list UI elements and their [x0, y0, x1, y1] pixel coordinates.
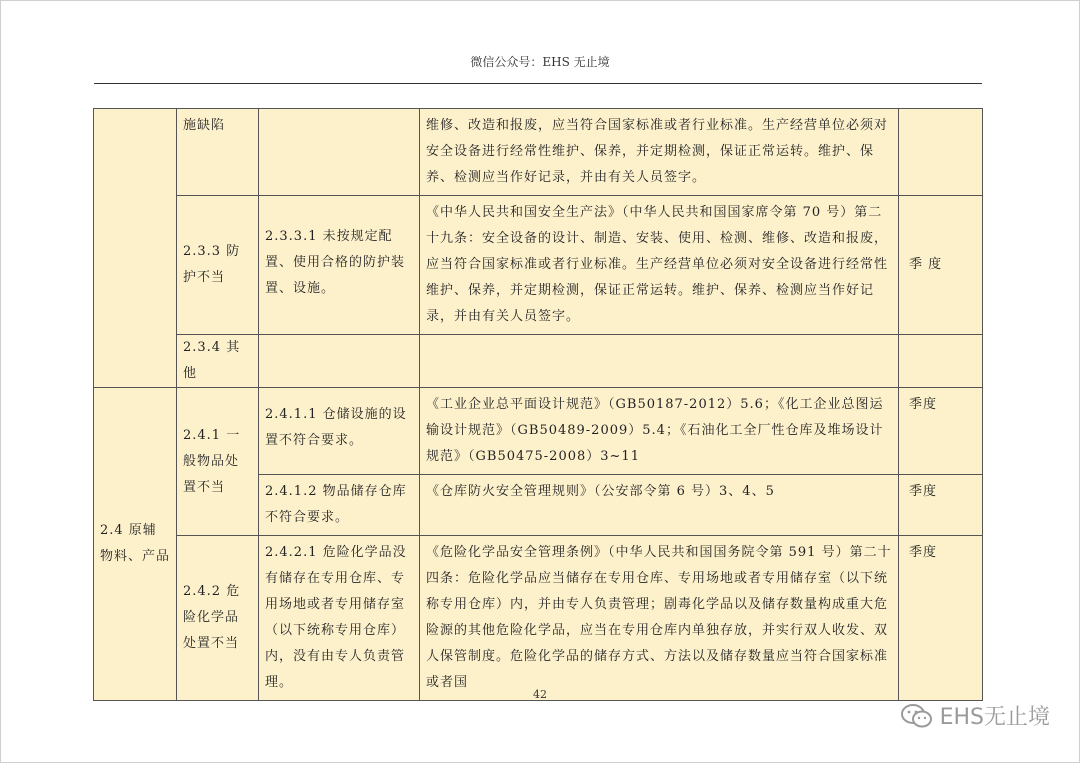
table-cell: 2.4.1.1 仓储设施的设置不符合要求。: [259, 388, 420, 475]
table-cell: 《危险化学品安全管理条例》（中华人民共和国国务院令第 591 号）第二十四条：危险化学品应当储存在专用仓库、专用场地或者专用储存室（以下统称专用仓库）内，并由专人负责管理；剧毒化学品以及储存数量构成重大危险源的其他危险化学品，应当在专用仓库内单独存放，并实行双人收发、双人保管制度。危险化学品的储存方式、方法以及储存数量应当符合国家标准或者国: [420, 536, 899, 701]
table-cell: 2.3.4 其他: [177, 335, 259, 388]
table-cell: 《中华人民共和国安全生产法》（中华人民共和国国家席令第 70 号）第二十九条：安全设备的设计、制造、安装、使用、检测、维修、改造和报废，应当符合国家标准或者行业标准。生产经营单位必须对安全设备进行经常性维护、保养，并定期检测，保证正常运转。维护、保养、检测应当作好记录，并由有关人员签字。: [420, 196, 899, 335]
table-cell: 2.4.1 一般物品处置不当: [177, 388, 259, 536]
category-cell-empty: [94, 109, 177, 388]
table-cell: 维修、改造和报废，应当符合国家标准或者行业标准。生产经营单位必须对安全设备进行经常性维护、保养，并定期检测，保证正常运转。维护、保养、检测应当作好记录，并由有关人员签字。: [420, 109, 899, 196]
table-cell: 《工业企业总平面设计规范》（GB50187-2012）5.6；《化工企业总图运输设计规范》（GB50489-2009）5.4；《石油化工全厂性仓库及堆场设计规范》（GB50475-2008）3~11: [420, 388, 899, 475]
table-cell: 2.4.2.1 危险化学品没有储存在专用仓库、专用场地或者专用储存室（以下统称专用仓库）内，没有由专人负责管理。: [259, 536, 420, 701]
table-cell: 季度: [899, 536, 983, 701]
table-cell: [259, 335, 420, 388]
table-cell: 2.3.3 防护不当: [177, 196, 259, 335]
table-cell: [259, 109, 420, 196]
table-cell: 《仓库防火安全管理规则》（公安部令第 6 号）3、4、5: [420, 475, 899, 536]
table-cell: 季 度: [899, 196, 983, 335]
table-cell: 季度: [899, 475, 983, 536]
table-cell: [899, 335, 983, 388]
table-cell: 施缺陷: [177, 109, 259, 196]
wechat-icon: [900, 703, 934, 729]
header-rule: [94, 83, 982, 84]
table-cell: 2.4.1.2 物品储存仓库不符合要求。: [259, 475, 420, 536]
page-header: 微信公众号：EHS 无止境: [470, 55, 610, 69]
page-number: 42: [533, 688, 547, 701]
watermark: [900, 700, 1050, 731]
table-cell: 季度: [899, 388, 983, 475]
category-cell: 2.4 原辅物料、产品: [94, 388, 177, 701]
table-cell: [899, 109, 983, 196]
table-cell: 2.3.3.1 未按规定配置、使用合格的防护装置、设施。: [259, 196, 420, 335]
watermark-text: EHS无止境: [939, 705, 1050, 730]
table-cell: 2.4.2 危险化学品处置不当: [177, 536, 259, 701]
table-cell: [420, 335, 899, 388]
inspection-table: [93, 108, 983, 701]
